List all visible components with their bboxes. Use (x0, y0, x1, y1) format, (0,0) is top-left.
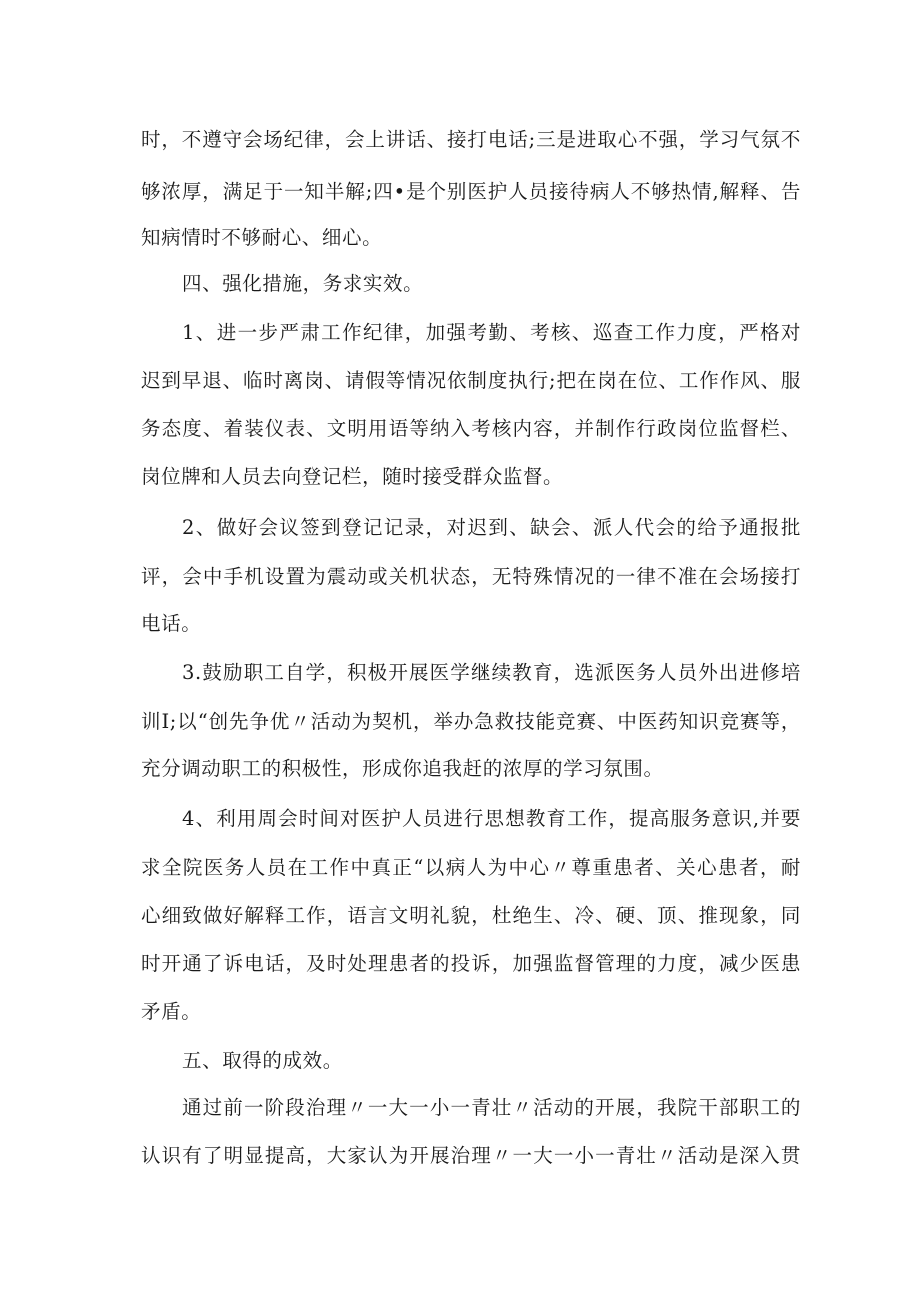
text-line: 求全院医务人员在工作中真正“以病人为中心〃尊重患者、关心患者，耐 (141, 856, 801, 879)
text-line: 知病情时不够耐心、细心。 (141, 226, 383, 249)
text-line: 充分调动职工的积极性，形成你追我赶的浓厚的学习氛围。 (141, 757, 664, 780)
text-line: 迟到早退、临时离岗、请假等情况依制度执行;把在岗在位、工作作风、服 (141, 369, 801, 392)
text-line: 通过前一阶段治理〃一大一小一青壮〃活动的开展，我院干部职工的 (182, 1096, 801, 1119)
text-line: 务态度、着装仪表、文明用语等纳入考核内容，并制作行政岗位监督栏、 (141, 417, 801, 440)
text-line: 认识有了明显提高，大家认为开展治理〃一大一小一青壮〃活动是深入贯 (141, 1144, 801, 1167)
text-line: 评，会中手机设置为震动或关机状态，无特殊情况的一律不准在会场接打 (141, 565, 801, 588)
text-line: 时开通了诉电话，及时处理患者的投诉，加强监督管理的力度，减少医患 (141, 952, 801, 975)
text-line: 够浓厚，满足于一知半解;四•是个别医护人员接待病人不够热情,解释、告 (141, 180, 801, 203)
section-heading: 四、强化措施，务求实效。 (182, 272, 424, 295)
text-line: 3.鼓励职工自学，积极开展医学继续教育，选派医务人员外出进修培 (182, 661, 801, 684)
text-line: 矛盾。 (141, 1000, 202, 1023)
text-line: 时，不遵守会场纪律，会上讲话、接打电话;三是进取心不强，学习气氛不 (141, 128, 801, 151)
text-line: 4、利用周会时间对医护人员进行思想教育工作，提高服务意识,并要 (182, 807, 801, 830)
text-line: 岗位牌和人员去向登记栏，随时接受群众监督。 (141, 465, 564, 488)
section-heading: 五、取得的成效。 (182, 1049, 343, 1072)
text-line: 电话。 (141, 612, 202, 635)
text-line: 1、进一步严肃工作纪律，加强考勤、考核、巡查工作力度，严格对 (182, 321, 801, 344)
text-line: 训I;以“创先争优〃活动为契机，举办急救技能竞赛、中医药知识竞赛等， (141, 710, 801, 733)
text-line: 2、做好会议签到登记记录，对迟到、缺会、派人代会的给予通报批 (182, 516, 801, 539)
text-line: 心细致做好解释工作，语言文明礼貌，杜绝生、冷、硬、顶、推现象，同 (141, 904, 801, 927)
